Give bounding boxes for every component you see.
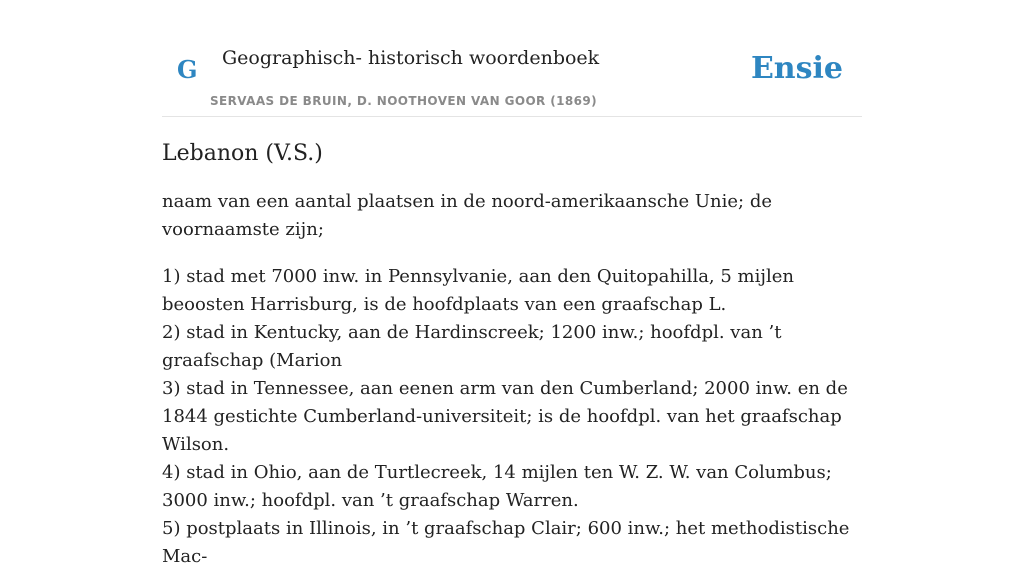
list-item: 5) postplaats in Illinois, in ’t graafschap Clair; 600 inw.; het methodistische Mac- [162,518,850,567]
list-item: 4) stad in Ohio, aan de Turtlecreek, 14 mijlen ten W. Z. W. van Columbus; 3000 inw.; hoofdpl. van ’t graafschap Warren. [162,462,832,511]
list-item: 3) stad in Tennessee, aan eenen arm van den Cumberland; 2000 inw. en de 1844 gestichte Cumberland-universiteit; is de hoofdpl. van het graafschap Wilson. [162,378,848,455]
book-authors: SERVAAS DE BRUIN, D. NOOTHOVEN VAN GOOR (1869) [210,94,598,108]
book-title[interactable]: Geographisch- historisch woordenboek [222,47,600,69]
entry-content [162,138,852,571]
entry-title: Lebanon (V.S.) [162,141,323,166]
list-item: 1) stad met 7000 inw. in Pennsylvanie, aan den Quitopahilla, 5 mijlen beoosten Harrisburg, is de hoofdplaats van een graafschap L. [162,266,794,315]
ensie-logo[interactable]: Ensie [750,51,843,86]
entry-list [162,263,852,571]
book-logo-letter[interactable]: G [177,55,198,84]
list-item: 2) stad in Kentucky, aan de Hardinscreek; 1200 inw.; hoofdpl. van ’t graafschap (Marion [162,322,782,371]
entry-intro: naam van een aantal plaatsen in de noord-amerikaansche Unie; de voornaamste zijn; [162,191,772,240]
book-header [162,0,862,117]
